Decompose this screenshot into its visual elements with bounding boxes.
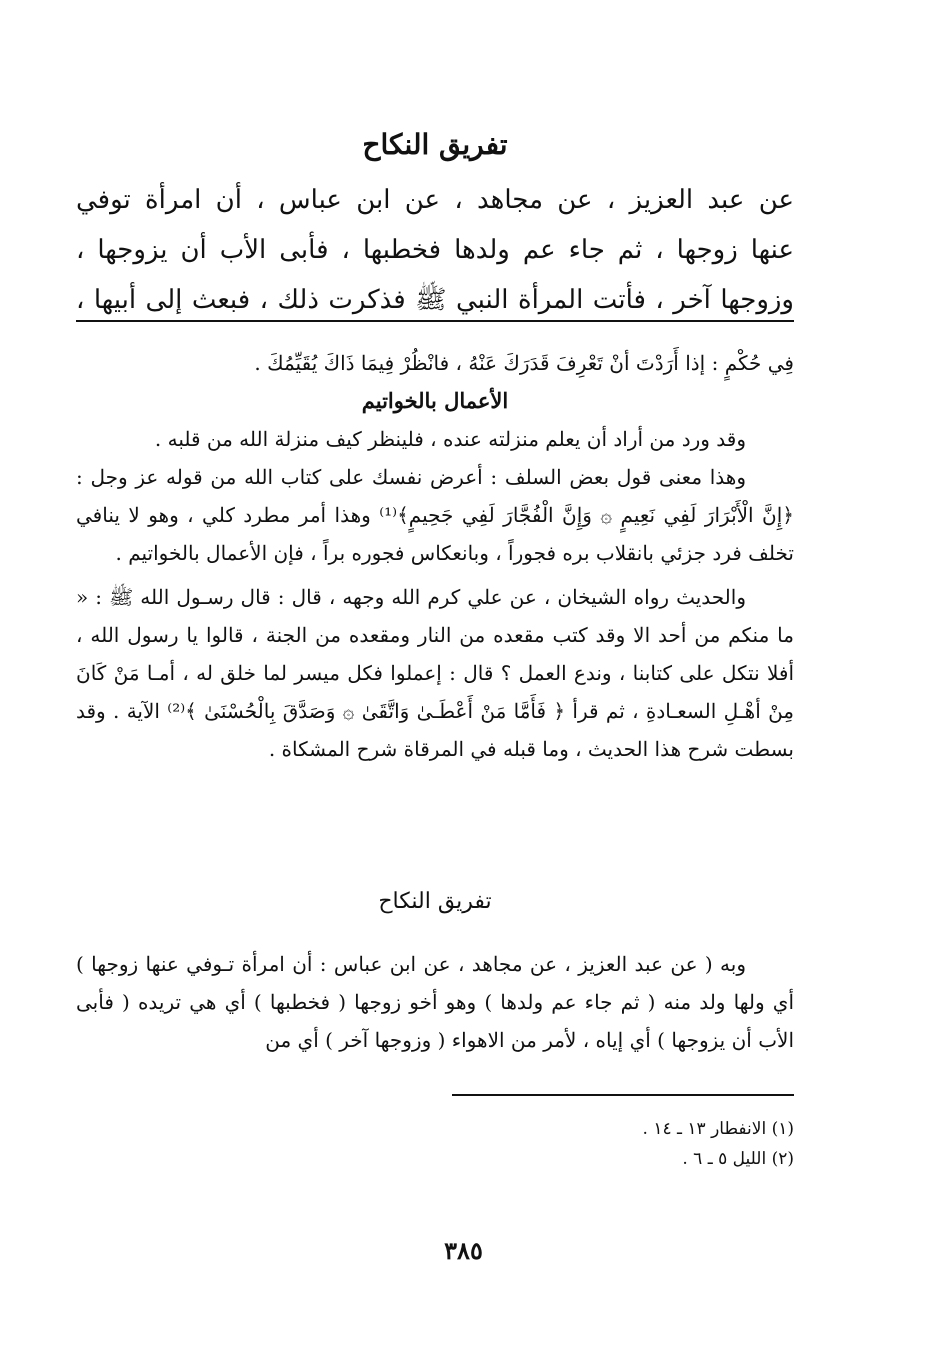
footnotes [76, 1114, 794, 1174]
footnote: (٢) الليل ٥ ـ ٦ . [682, 1149, 794, 1169]
hadith-line: عنها زوجها ، ثم جاء عم ولدها فخطبها ، فأبى الأب أن يزوجها ، [76, 235, 794, 265]
commentary-paragraph: والحديث رواه الشيخان ، عن علي كرم الله وجهه ، قال : قال رسـول الله ﷺ : « ما منكم من أحد الا وقد كتب مقعده من النار ومقعده من الجنة ، قالوا يا رسول الله ، أفلا نتكل على كتابنا ، وندع العمل ؟ قال : إعملوا فكل ميسر لما خلق له ، أمـا مَنْ كَانَ مِنْ أهْـلِ السعـادةِ ، ثم قرأ ﴿ فَأَمَّا مَنْ أَعْطَـىٰ وَاتَّقَىٰ ۞ وَصَدَّقَ بِالْحُسْنَىٰ ﴾⁽²⁾ الآية . وقد بسطت شرح هذا الحديث ، وما قبله في المرقاة شرح المشكاة . [76, 585, 795, 761]
hadith-line: عن عبد العزيز ، عن مجاهد ، عن ابن عباس ، أن امرأة توفي [76, 185, 795, 215]
hadith-line: وزوجها آخر ، فأتت المرأة النبي ﷺ فذكرت ذلك ، فبعث إلى أبيها ، [76, 285, 794, 315]
commentary-paragraph: وقد ورد من أراد أن يعلم منزلته عنده ، فلينظر كيف منزلة الله من قلبه . [154, 427, 746, 451]
page-number: ٣٨٥ [444, 1236, 483, 1265]
page-title: تفريق النكاح [362, 128, 508, 161]
section-subheading: الأعمال بالخواتيم [361, 388, 509, 413]
footnote: (١) الانفطار ١٣ ـ ١٤ . [642, 1119, 794, 1139]
commentary-paragraph: وهذا معنى قول بعض السلف : أعرض نفسك على كتاب الله من قوله عز وجل : ﴿إِنَّ الْأَبْرَارَ لَفِي نَعِيمٍ ۞ وَإِنَّ الْفُجَّارَ لَفِي جَحِيمٍ﴾⁽¹⁾ وهذا أمر مطرد كلي ، وهو لا ينافي تخلف فرد جزئي بانقلاب بره فجوراً ، وبانعكاس فجوره براً ، فإن الأعمال بالخواتيم . [76, 465, 794, 565]
footnote-rule [452, 1094, 794, 1096]
commentary-section-2 [76, 883, 794, 1059]
commentary-block [76, 344, 794, 768]
separator-rule [76, 320, 794, 322]
section-title: تفريق النكاح [378, 889, 492, 914]
commentary-paragraph: فِي حُكْمٍ : إذا أَرَدْتَ أنْ تَعْرِفَ قَدَرَكَ عَنْهُ ، فانْظُرْ فِيمَا ذَاكَ يُقَيِّمُكَ . [254, 351, 794, 375]
commentary-paragraph: وبه ( عن عبد العزيز ، عن مجاهد ، عن ابن عباس : أن امرأة تـوفي عنها زوجها ) أي ولها ولد منه ( ثم جاء عم ولدها ) وهو أخو زوجها ( فخطبها ) أي هي تريده ( فأبى الأب أن يزوجها ) أي إياه ، لأمر من الاهواء ( وزوجها آخر ) أي من [76, 952, 794, 1052]
hadith-text [76, 175, 794, 325]
